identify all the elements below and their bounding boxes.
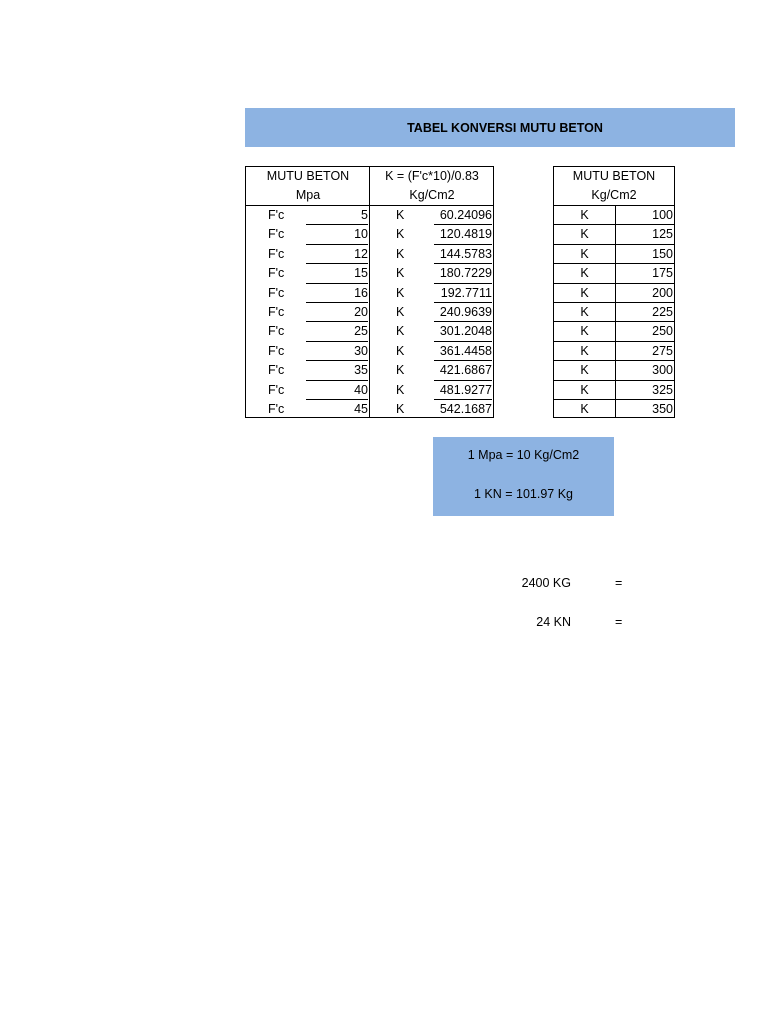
grade-value: 325 bbox=[652, 382, 673, 397]
table-row bbox=[554, 264, 674, 283]
k-value: 301.2048 bbox=[434, 322, 492, 341]
k-label: K bbox=[580, 266, 589, 281]
fc-label: F'c bbox=[268, 343, 285, 358]
kgcm2-grade-table bbox=[553, 166, 675, 418]
k-label: K bbox=[580, 246, 589, 261]
table1-header-col1-line2: Mpa bbox=[295, 188, 321, 202]
k-label: K bbox=[396, 363, 405, 378]
equals-sign: = bbox=[615, 576, 623, 590]
mpa-value: 40 bbox=[306, 381, 368, 400]
grade-value: 300 bbox=[652, 363, 673, 378]
mpa-conversion-table bbox=[245, 166, 494, 418]
table-row bbox=[554, 322, 674, 341]
table-row bbox=[554, 206, 674, 225]
k-value: 542.1687 bbox=[439, 402, 492, 416]
fc-label: F'c bbox=[268, 305, 285, 319]
grade-value: 275 bbox=[652, 343, 673, 358]
info-line-mpa: 1 Mpa = 10 Kg/Cm2 bbox=[467, 448, 580, 462]
table-row bbox=[554, 400, 674, 419]
table-row bbox=[246, 206, 493, 225]
k-value: 361.4458 bbox=[434, 342, 492, 361]
k-label: K bbox=[396, 305, 405, 319]
k-label: K bbox=[396, 285, 405, 300]
k-label: K bbox=[396, 266, 405, 281]
grade-value: 225 bbox=[652, 305, 673, 319]
table-title-banner bbox=[245, 108, 735, 147]
table2-header-line1: MUTU BETON bbox=[572, 169, 656, 183]
table-row bbox=[554, 284, 674, 303]
unit-info-box bbox=[433, 437, 614, 516]
k-label: K bbox=[580, 227, 589, 242]
grade-value: 100 bbox=[652, 208, 673, 222]
table-row bbox=[246, 225, 493, 244]
table1-header-col2-line2: Kg/Cm2 bbox=[409, 188, 455, 202]
grade-value: 350 bbox=[652, 402, 673, 416]
table-row bbox=[246, 245, 493, 264]
fc-label: F'c bbox=[268, 266, 285, 281]
table-row bbox=[554, 303, 674, 322]
conversion-row bbox=[470, 575, 630, 591]
mpa-value: 20 bbox=[306, 303, 368, 322]
fc-label: F'c bbox=[268, 402, 285, 416]
mpa-value: 16 bbox=[306, 284, 368, 303]
conversion-label: 24 KN bbox=[536, 615, 571, 629]
k-value: 120.4819 bbox=[434, 225, 492, 244]
k-value: 421.6867 bbox=[434, 361, 492, 380]
k-value: 60.24096 bbox=[434, 206, 492, 225]
fc-label: F'c bbox=[268, 208, 285, 222]
table-row bbox=[246, 284, 493, 303]
table-row bbox=[246, 361, 493, 380]
table-row bbox=[246, 400, 493, 419]
grade-value: 250 bbox=[652, 324, 673, 339]
k-label: K bbox=[580, 285, 589, 300]
conversion-row bbox=[470, 614, 630, 630]
table-row bbox=[554, 361, 674, 380]
fc-label: F'c bbox=[268, 382, 285, 397]
k-label: K bbox=[396, 402, 405, 416]
grade-value: 200 bbox=[652, 285, 673, 300]
table-row bbox=[246, 342, 493, 361]
k-label: K bbox=[580, 363, 589, 378]
k-value: 481.9277 bbox=[434, 381, 492, 400]
k-label: K bbox=[396, 343, 405, 358]
fc-label: F'c bbox=[268, 246, 285, 261]
mpa-value: 45 bbox=[354, 402, 368, 416]
mpa-value: 35 bbox=[306, 361, 368, 380]
k-label: K bbox=[580, 208, 589, 222]
fc-label: F'c bbox=[268, 363, 285, 378]
mpa-value: 12 bbox=[306, 245, 368, 264]
grade-value: 175 bbox=[652, 266, 673, 281]
table-row bbox=[246, 264, 493, 283]
k-value: 180.7229 bbox=[434, 264, 492, 283]
k-value: 240.9639 bbox=[434, 303, 492, 322]
conversion-label: 2400 KG bbox=[521, 576, 571, 590]
k-label: K bbox=[580, 402, 589, 416]
k-label: K bbox=[396, 227, 405, 242]
k-label: K bbox=[580, 382, 589, 397]
mpa-value: 25 bbox=[306, 322, 368, 341]
table-row bbox=[554, 245, 674, 264]
k-label: K bbox=[580, 343, 589, 358]
table-row bbox=[246, 322, 493, 341]
fc-label: F'c bbox=[268, 285, 285, 300]
table-row bbox=[554, 342, 674, 361]
mpa-value: 15 bbox=[306, 264, 368, 283]
info-line-kn: 1 KN = 101.97 Kg bbox=[473, 487, 574, 501]
mpa-value: 5 bbox=[306, 206, 368, 225]
fc-label: F'c bbox=[268, 227, 285, 242]
grade-value: 150 bbox=[652, 246, 673, 261]
k-label: K bbox=[396, 382, 405, 397]
k-label: K bbox=[580, 305, 589, 319]
table2-header-line2: Kg/Cm2 bbox=[591, 188, 637, 202]
table1-header-col2-line1: K = (F'c*10)/0.83 bbox=[385, 169, 479, 183]
grade-value: 125 bbox=[652, 227, 673, 242]
table-row bbox=[246, 303, 493, 322]
fc-label: F'c bbox=[268, 324, 285, 339]
table-row bbox=[554, 381, 674, 400]
table-row bbox=[246, 381, 493, 400]
mpa-value: 10 bbox=[306, 225, 368, 244]
k-value: 144.5783 bbox=[434, 245, 492, 264]
mpa-value: 30 bbox=[306, 342, 368, 361]
k-label: K bbox=[396, 324, 405, 339]
k-label: K bbox=[396, 246, 405, 261]
k-label: K bbox=[396, 208, 405, 222]
equals-sign: = bbox=[615, 615, 623, 629]
k-label: K bbox=[580, 324, 589, 339]
table-title: TABEL KONVERSI MUTU BETON bbox=[407, 120, 603, 135]
table-row bbox=[554, 225, 674, 244]
table1-header-col1-line1: MUTU BETON bbox=[266, 169, 350, 183]
k-value: 192.7711 bbox=[434, 284, 492, 303]
